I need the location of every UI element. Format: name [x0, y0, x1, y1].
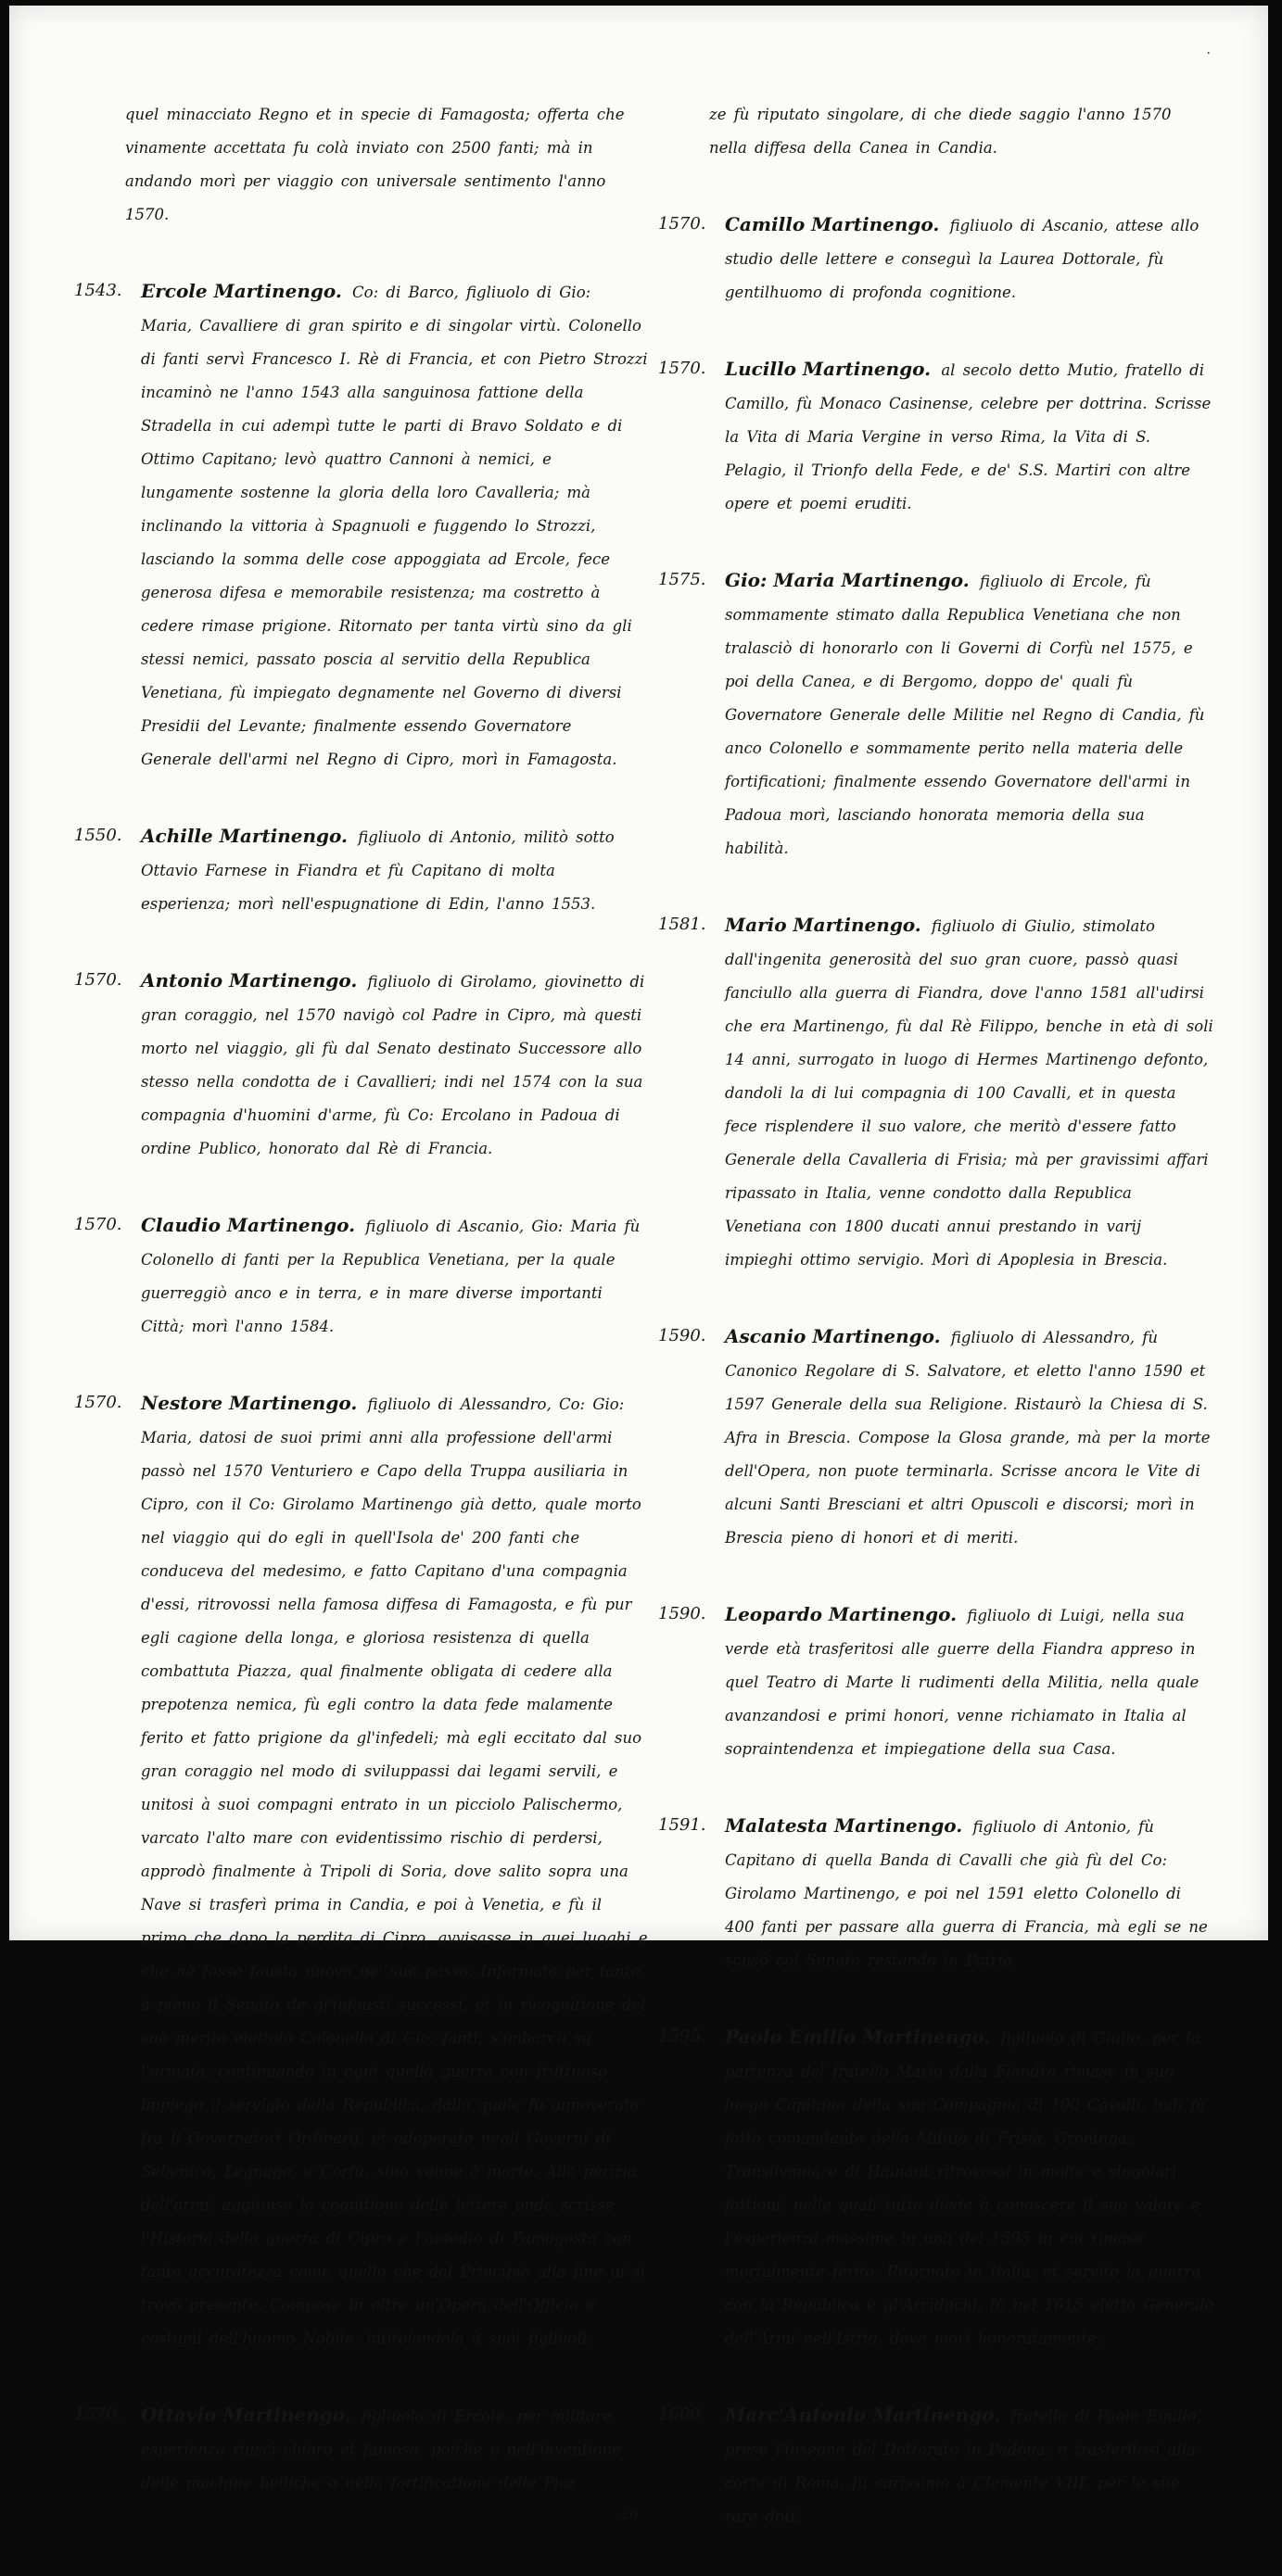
entry — [658, 563, 1214, 865]
entry-name: Antonio Martinengo. — [141, 969, 358, 991]
entry-name: Ercole Martinengo. — [141, 280, 342, 302]
entry-text: figliuolo di Ercole, per militare esperienza riuscì chiaro et famoso, poiche e nell'inventione delle machine belliche o nella fortificatione delle Piaz — [141, 2407, 622, 2492]
entry-text: figliuolo di Luigi, nella sua verde età trasferitosi alle guerre della Fiandra appreso in quel Teatro di Marte li rudimenti della Militia, nella quale avanzandosi e primi honori, venne richiamato in Italia al sopraintendenza et impiegatione della sua Casa. — [725, 1607, 1199, 1758]
entry-year: 1570. — [74, 1393, 122, 1412]
entry-text: quel minacciato Regno et in specie di Famagosta; offerta che vinamente accettata fu colà inviato con 2500 fanti; mà in andando morì per viaggio con universale sentimento l'anno 1570. — [125, 106, 625, 223]
entry — [658, 2398, 1214, 2533]
entry-name: Ascanio Martinengo. — [725, 1325, 941, 1347]
entry-name: Nestore Martinengo. — [141, 1392, 358, 1414]
entry — [658, 908, 1214, 1277]
entry-year: 1570. — [658, 359, 706, 378]
entry-name: Lucillo Martinengo. — [725, 358, 932, 380]
entry — [658, 2020, 1214, 2355]
entry — [74, 964, 649, 1166]
entry-name: Camillo Martinengo. — [725, 213, 940, 235]
entry-text: Co: di Barco, figliuolo di Gio: Maria, Cavalliere di gran spirito e di singolar virtù. Colonello di fanti servì Francesco I. Rè di Francia, et con Pietro Strozzi incaminò ne l'anno 1543 alla sanguinosa fattione della Stradella in cui adempì tutte le parti di Bravo Soldato e di Ottimo Capitano; levò quattro Cannoni à nemici, e lungamente sostenne la gloria della loro Cavalleria; mà inclinando la vittoria à Spagnuoli e fuggendo lo Strozzi, lasciando la somma delle cose appoggiata ad Ercole, fece generosa difesa e memorabile resistenza; ma costretto à cedere rimase prigione. Ritornato per tanta virtù sino da gli stessi nemici, passato poscia al servitio della Republica Venetiana, fù impiegato degnamente nel Governo di diversi Presidii del Levante; finalmente essendo Governatore Generale dell'armi nel Regno di Cipro, morì in Famagosta. — [141, 284, 648, 768]
entry — [658, 1597, 1214, 1766]
entry — [658, 352, 1214, 521]
entry-year: 1590. — [658, 1604, 706, 1623]
entry-text: figliuolo di Antonio, fù Capitano di quella Banda di Cavalli che già fù del Co: Girolamo Martinengo, e poi nel 1591 eletto Colonello di 400 fanti per passare alla guerra di Francia, mà egli se ne scusò col Senato restando in Patria. — [725, 1818, 1208, 1969]
entry-year: 1595. — [658, 2027, 706, 2046]
entry-name: Ottavio Martinengo. — [141, 2404, 351, 2426]
entry-year: 1600. — [658, 2405, 706, 2424]
entry — [74, 819, 649, 921]
entry-name: Paolo Emilio Martinengo. — [725, 2026, 991, 2048]
entry-name: Leopardo Martinengo. — [725, 1603, 958, 1625]
entry-year: 1570. — [74, 970, 122, 990]
entry-text: fratello di Paolo Emilio, prese l'insegne del Dottorato in Padoua, e trasferitosi alla corte di Roma, fù carissimo à Clemente VIII. per le sue rare doti. — [725, 2407, 1201, 2525]
entry-text: ze fù riputato singolare, di che diede saggio l'anno 1570 nella diffesa della Canea in Candia. — [709, 106, 1172, 157]
folio-number: 20 — [621, 2507, 638, 2522]
entry-name: Gio: Maria Martinengo. — [725, 569, 970, 591]
entry — [658, 208, 1214, 309]
entry — [658, 1809, 1214, 1977]
entry-year: 1590. — [658, 1326, 706, 1345]
right-column — [658, 98, 1214, 2576]
entry-year: 1575. — [658, 570, 706, 589]
entry-name: Mario Martinengo. — [725, 914, 921, 936]
entry-year: 1570. — [658, 214, 706, 234]
left-column — [74, 98, 649, 2543]
entry-text: figliuolo di Girolamo, giovinetto di gran coraggio, nel 1570 navigò col Padre in Cipro, mà questi morto nel viaggio, gli fù dal Senato destinato Successore allo stesso nella condotta de i Cavallieri; indi nel 1574 con la sua compagnia d'huomini d'arme, fù Co: Ercolano in Padoua di ordine Publico, honorato dal Rè di Francia. — [141, 973, 645, 1157]
entry-year: 1570. — [74, 1215, 122, 1234]
entry-text: figliuolo di Ascanio, Gio: Maria fù Colonello di fanti per la Republica Venetiana, per la quale guerreggiò anco e in terra, e in mare diverse importanti Città; morì l'anno 1584. — [141, 1218, 641, 1335]
entry-text: figliuolo di Giulio, per la partenza del fratello Mario dalla Fiandra rimase in suo luogo Capitano della sua Compagnia di 100 Cavalli, indi fù fatto comandante della Militia di Frisia, Groninga, Transilvania e di Hainaut ritrovossi in molte e singolari fattioni, nelle quali tutte diede à conoscere il suo valore e l'esperienza massime in una del 1595 in cui rimase mortalmente ferito. Ritornato in Italia, et servito la guerra con la Republica e gl'Arciduchi, fù nel 1615 eletto Generale dell'Armi nell'Istria, dove morì honoratamente. — [725, 2029, 1214, 2347]
entry-year: 1570. — [74, 2405, 122, 2424]
entry-text: al secolo detto Mutio, fratello di Camillo, fù Monaco Casinense, celebre per dottrina. Scrisse la Vita di Maria Vergine in verso Rima, la Vita di S. Pelagio, il Trionfo della Fede, e de' S.S. Martiri con altre opere et poemi eruditi. — [725, 361, 1212, 512]
entry-text: figliuolo di Antonio, militò sotto Ottavio Farnese in Fiandra et fù Capitano di molta esperienza; morì nell'espugnatione di Edin, l'anno 1553. — [141, 828, 615, 913]
entry — [74, 1208, 649, 1344]
entry-year: 1543. — [74, 281, 122, 300]
entry-name: Claudio Martinengo. — [141, 1214, 356, 1236]
entry-text: figliuolo di Ercole, fù sommamente stimato dalla Republica Venetiana che non tralasciò di honorarlo con li Governi di Corfù nel 1575, e poi della Canea, e di Bergomo, doppo de' quali fù Governatore Generale delle Militie nel Regno di Candia, fù anco Colonello e sommamente perito nella materia delle fortificationi; finalmente essendo Governatore dell'armi in Padoua morì, lasciando honorata memoria della sua habilità. — [725, 573, 1205, 857]
entry-year: 1581. — [658, 915, 706, 934]
entry — [658, 98, 1214, 165]
corner-mark: · — [1206, 46, 1211, 61]
entry-text: figliuolo di Ascanio, attese allo studio delle lettere e conseguì la Laurea Dottorale, fù gentilhuomo di profonda cognitione. — [725, 217, 1199, 301]
entry — [658, 1320, 1214, 1555]
entry-text: figliuolo di Giulio, stimolato dall'ingenita generosità del suo gran cuore, passò quasi fanciullo alla guerra di Fiandra, dove l'anno 1581 all'udirsi che era Martinengo, fù dal Rè Filippo, benche in età di soli 14 anni, surrogato in luogo di Hermes Martinengo defonto, dandoli la di lui compagnia di 100 Cavalli, et in questa fece risplendere il suo valore, che meritò d'essere fatto Generale della Cavalleria di Frisia; mà per gravissimi affari ripassato in Italia, venne condotto dalla Republica Venetiana con 1800 ducati annui prestando in varij impieghi ottimo servigio. Morì di Apoplesia in Brescia. — [725, 917, 1213, 1269]
entry-name: Marc'Antonio Martinengo. — [725, 2404, 1001, 2426]
entry-name: Achille Martinengo. — [141, 825, 348, 847]
entry — [74, 274, 649, 777]
entry — [74, 2398, 649, 2522]
manuscript-page — [9, 6, 1268, 2525]
entry-name: Malatesta Martinengo. — [725, 1814, 963, 1837]
entry — [74, 98, 649, 232]
entry — [74, 1386, 649, 2355]
entry-year: 1591. — [658, 1815, 706, 1835]
entry-year: 1550. — [74, 826, 122, 845]
entry-text: figliuolo di Alessandro, Co: Gio: Maria, datosi de suoi primi anni alla professione dell'armi passò nel 1570 Venturiero e Capo della Truppa ausiliaria in Cipro, con il Co: Girolamo Martinengo già detto, quale morto nel viaggio qui do egli in quell'Isola de' 200 fanti che conduceva del medesimo, e fatto Capitano d'una compagnia d'essi, ritrovossi nella famosa diffesa di Famagosta, e fù pur egli cagione della longa, e gloriosa resistenza di quella combattuta Piazza, qual finalmente obligata di cedere alla prepotenza nemica, fù egli contro la data fede malamente ferito et fatto prigione da gl'infedeli; mà egli eccitato dal suo gran coraggio nel modo di sviluppassi dai legami servili, e unitosi à suoi compagni entrato in un picciolo Palischermo, varcato l'alto mare con evidentissimo rischio di perdersi, approdò finalmente à Tripoli di Soria, dove salito sopra una Nave si trasferì prima in Candia, e poi à Venetia, e fù il primo che dopo la perdita di Cipro, avvisasse in quei luoghi e che nè fosse fausta nuova ne' suo passo. Informato per tanto à pieno il Senato de gl'infausti successi, et in ricognitione del suo merito elettolo Colonello di Gio: fanti, s'imbarcò su l'armata, continuando in ogni quella guerra con fruttuoso impiego il servigio della Republica, dalla quale fù annoverato fra li Governatori Ordinarij, et adoperato negli Governi di Sebenico, Legnago, e Corfù, sino venne à morte. Alla perizia dell'armi, aggiunse la cognitione delle lettere onde scrisse l'Historia della guerra di Cipro e l'assedio di Famagosta con tanta accuratezza come quello che dal Principio alla fine ui si trovò presente. Compose in oltre un'Opera dell'Officio e costumi dell'huomo Nobile, intitolandola à suoi figliuoli. — [141, 1395, 648, 2347]
entry-text: figliuolo di Alessandro, fù Canonico Regolare di S. Salvatore, et eletto l'anno 1590 et 1597 Generale della sua Religione. Ristaurò la Chiesa di S. Afra in Brescia. Compose la Glosa grande, mà per la morte dell'Opera, non puote terminarla. Scrisse ancora le Vite di alcuni Santi Bresciani et altri Opuscoli e discorsi; morì in Brescia pieno di honori et di meriti. — [725, 1329, 1211, 1547]
